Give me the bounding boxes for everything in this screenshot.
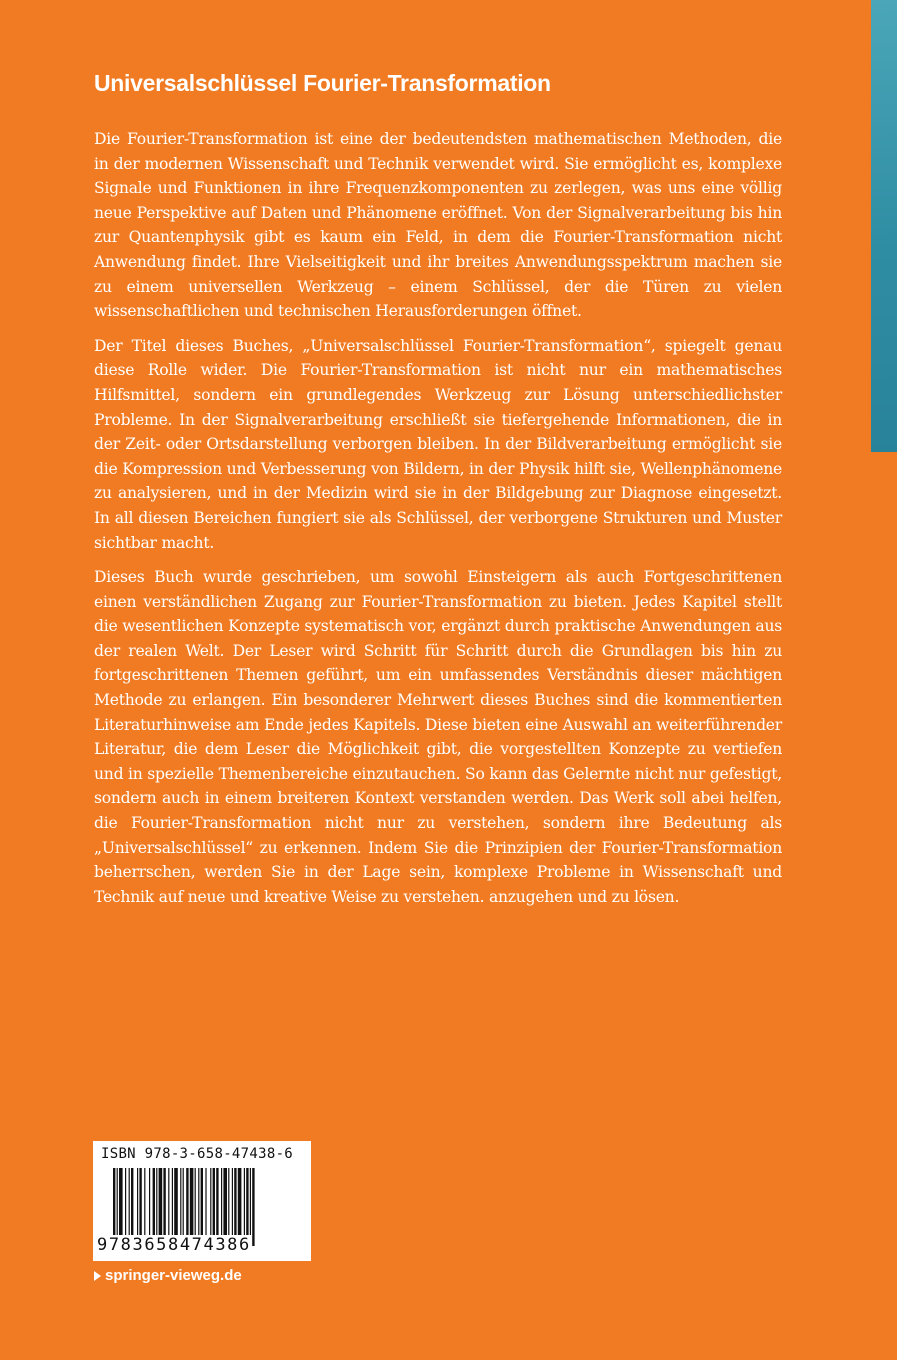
publisher-url: springer-vieweg.de: [105, 1267, 242, 1284]
blurb-paragraph-3: Dieses Buch wurde geschrieben, um sowohl Einsteigern als auch Fortgeschrittenen einen verständlichen Zugang zur Fourier-Transformation zu bieten. Jedes Kapitel stellt die wesentlichen Konzepte systematisch vor, ergänzt durch praktische Anwendungen aus der realen Welt. Der Leser wird Schritt für Schritt durch die Grundlagen bis hin zu fortgeschrittenen Themen geführt, um ein umfassendes Verständnis dieser mächtigen Methode zu erlangen. Ein besonderer Mehrwert dieses Buches sind die kommentierten Literaturhinweise am Ende jedes Kapitels. Diese bieten eine Auswahl an weiterführender Literatur, die dem Leser die Möglichkeit gibt, die vorgestellten Konzepte zu vertiefen und in spezielle Themenbereiche einzutauchen. So kann das Gelernte nicht nur gefestigt, sondern auch in einem breiteren Kontext verstanden werden. Das Werk soll abei helfen, die Fourier-Transformation nicht nur zu verstehen, sondern ihre Bedeutung als „Universalschlüssel“ zu erkennen. Indem Sie die Prinzipien der Fourier-Transformation beherrschen, werden Sie in der Lage sein, komplexe Probleme in Wissenschaft und Technik auf neue und kreative Weise zu verstehen. anzugehen und zu lösen.: [94, 568, 782, 906]
publisher-link[interactable]: [94, 1267, 242, 1284]
isbn-barcode: [93, 1141, 311, 1261]
arrow-right-icon: [94, 1271, 101, 1281]
blurb: [94, 127, 782, 919]
barcode-digits: 9783658474386: [97, 1235, 251, 1255]
blurb-paragraph-2: Der Titel dieses Buches, „Universalschlüssel Fourier-Transformation“, spiegelt genau diese Rolle wider. Die Fourier-Transformation ist nicht nur ein mathematisches Hilfsmittel, sondern ein grundlegendes Werkzeug zur Lösung unterschiedlichster Probleme. In der Signalverarbeitung erschließt sie tiefergehende Informationen, die in der Zeit- oder Ortsdarstellung verborgen bleiben. In der Bildverarbeitung ermöglicht sie die Kompression und Verbesserung von Bildern, in der Physik hilft sie, Wellenphänomene zu analysieren, und in der Medizin wird sie in der Bildgebung zur Diagnose eingesetzt. In all diesen Bereichen fungiert sie als Schlüssel, der verborgene Strukturen und Muster sichtbar macht.: [94, 336, 782, 552]
blurb-paragraph-1: Die Fourier-Transformation ist eine der bedeutendsten mathematischen Methoden, die in der modernen Wissenschaft und Technik verwendet wird. Sie ermöglicht es, komplexe Signale und Funktionen in ihre Frequenzkomponenten zu zerlegen, was uns eine völlig neue Perspektive auf Daten und Phänomene eröffnet. Von der Signalverarbeitung bis hin zur Quantenphysik gibt es kaum ein Feld, in dem die Fourier-Transformation nicht Anwendung findet. Ihre Vielseitigkeit und ihr breites Anwendungsspektrum machen sie zu einem universellen Werkzeug – einem Schlüssel, der die Türen zu vielen wissenschaftlichen und technischen Herausforderungen öffnet.: [94, 130, 782, 321]
book-title: Universalschlüssel Fourier-Transformation: [94, 70, 551, 96]
isbn-number: ISBN 978-3-658-47438-6: [101, 1146, 294, 1162]
side-color-stripe: [871, 0, 897, 452]
